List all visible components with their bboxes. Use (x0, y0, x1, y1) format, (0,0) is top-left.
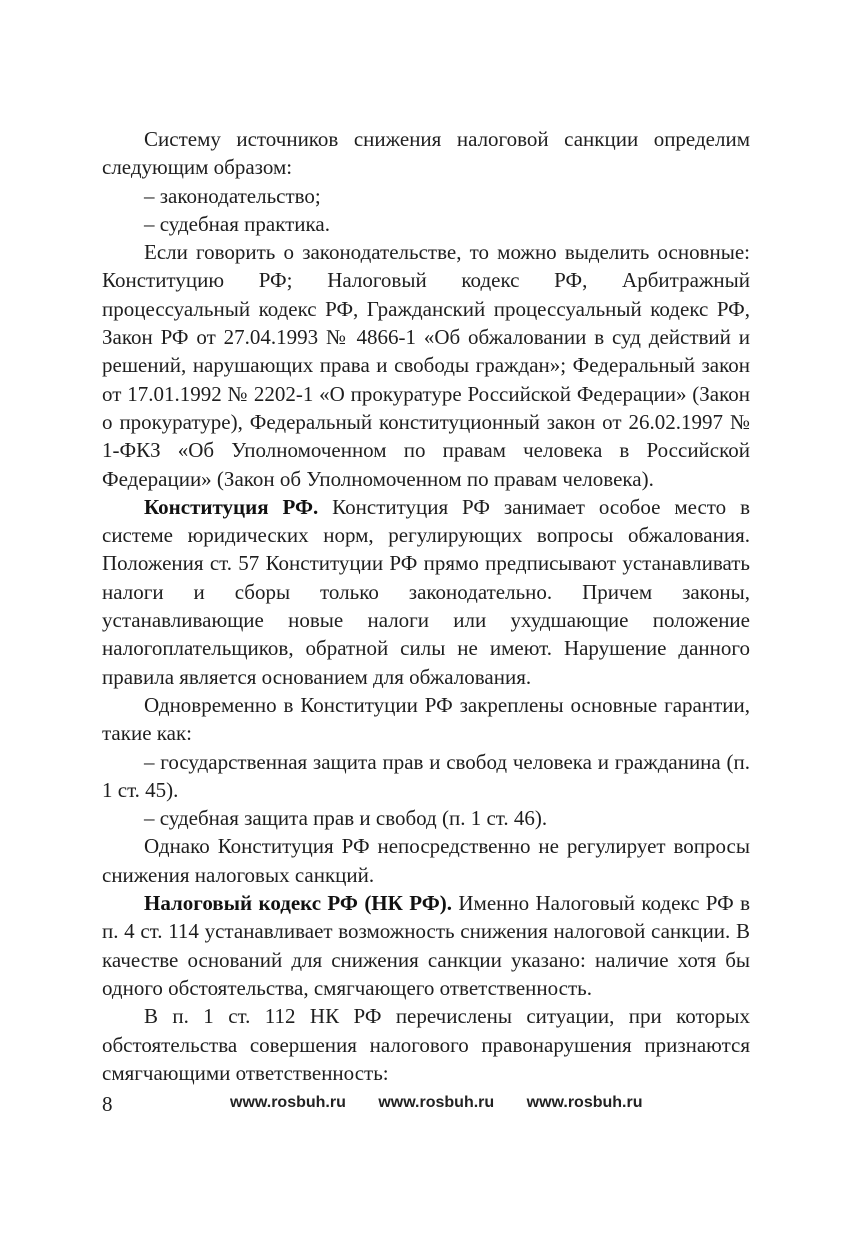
list-item: – законодательство; (144, 183, 321, 208)
section-heading-tax-code: Налоговый кодекс РФ (НК РФ). (144, 891, 452, 916)
page-footer (102, 1092, 750, 1120)
page-number: 8 (102, 1092, 113, 1116)
footer-link[interactable]: www.rosbuh.ru (230, 1094, 346, 1111)
paragraph-constitution: Конституция РФ. Конституция РФ занимает особое место в системе юридических норм, регулирующих вопросы обжалования. Положения ст. 57 Конституции РФ прямо предписывают устанавливать налоги и сборы только законодательно. Причем законы, устанавливающие новые налоги или ухудшающие положение налогоплательщиков, обратной силы не имеют. Нарушение данного правила является основанием для обжалования. (102, 494, 750, 689)
list-item: – государственная защита прав и свобод человека и гражданина (п. 1 ст. 45). (102, 749, 750, 802)
paragraph: Систему источников снижения налоговой санкции определим следующим образом: (102, 127, 750, 180)
footer-link[interactable]: www.rosbuh.ru (378, 1094, 495, 1111)
section-heading-constitution: Конституция РФ. (144, 494, 319, 519)
page-body-text (102, 125, 750, 1087)
footer-link[interactable]: www.rosbuh.ru (526, 1094, 643, 1111)
list-item: – судебная защита прав и свобод (п. 1 ст. 46). (144, 806, 548, 831)
paragraph: Если говорить о законодательстве, то можно выделить основные: Конституцию РФ; Налоговый кодекс РФ, Арбитражный процессуальный кодекс РФ, Гражданский процессуальный кодекс РФ, Закон РФ от 27.04.1993 № 4866-1 «Об обжаловании в суд действий и решений, нарушающих права и свободы граждан»; Федеральный закон от 17.01.1992 № 2202-1 «О прокуратуре Российской Федерации» (Закон о прокуратуре), Федеральный конституционный закон от 26.02.1997 № 1-ФКЗ «Об Уполномоченном по правам человека в Российской Федерации» (Закон об Уполномоченном по правам человека). (102, 240, 750, 491)
paragraph-tax-code: Налоговый кодекс РФ (НК РФ). Именно Налоговый кодекс РФ в п. 4 ст. 114 устанавливает возможность снижения налоговой санкции. В качестве оснований для снижения санкции указано: наличие хотя бы одного обстоятельства, смягчающего ответственность. (102, 891, 750, 1000)
paragraph: В п. 1 ст. 112 НК РФ перечислены ситуации, при которых обстоятельства совершения налогового правонарушения признаются смягчающими ответственность: (102, 1004, 750, 1085)
list-item: – судебная практика. (144, 211, 330, 236)
paragraph: Однако Конституция РФ непосредственно не регулирует вопросы снижения налоговых санкций. (102, 834, 750, 887)
footer-links (230, 1094, 642, 1112)
paragraph: Одновременно в Конституции РФ закреплены основные гарантии, такие как: (102, 692, 750, 746)
